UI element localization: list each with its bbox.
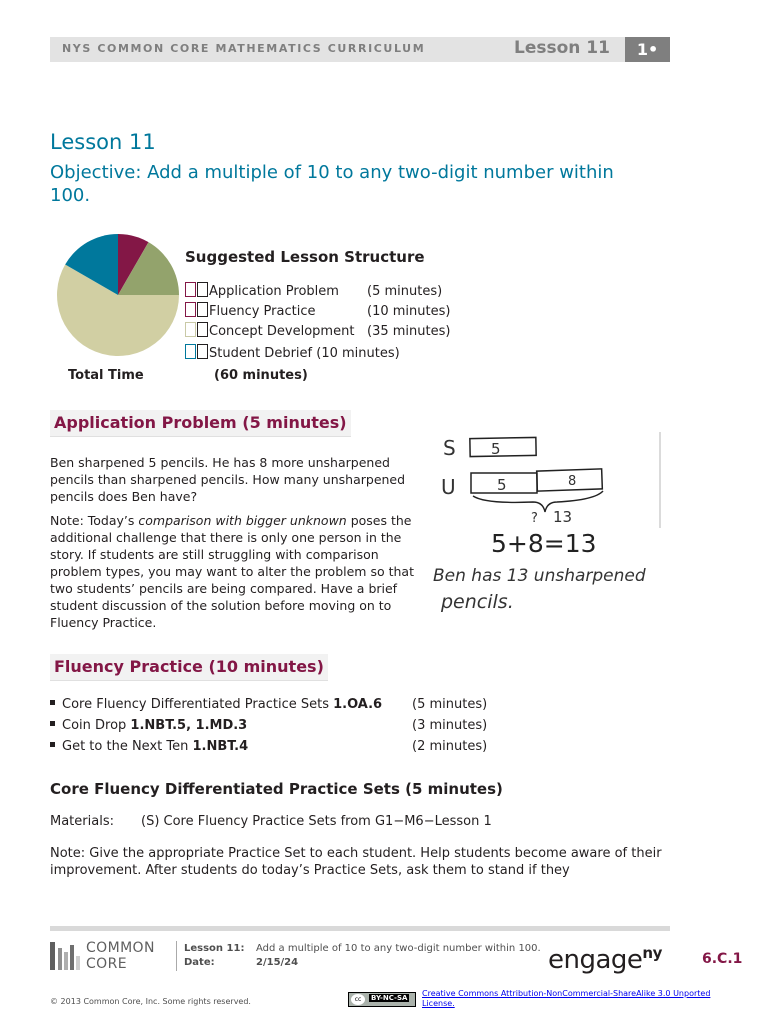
fluency-item-time: (5 minutes) — [412, 697, 488, 712]
structure-row-debrief: Student Debrief (10 minutes) — [185, 344, 400, 364]
copyright-text: © 2013 Common Core, Inc. Some rights reserved. — [50, 997, 251, 1006]
footer-lesson-value: Add a multiple of 10 to any two-digit number within 100. — [256, 943, 541, 954]
tape-bar-u1-label: 5 — [497, 476, 507, 494]
license-link[interactable]: Creative Commons Attribution-NonCommercial-ShareAlike 3.0 Unported License. — [422, 989, 711, 1008]
footer-date-label: Date: — [184, 957, 215, 968]
tape-bar-s — [470, 437, 536, 456]
checkbox-icon — [185, 302, 196, 317]
bullet-icon — [50, 721, 55, 726]
checkbox-icon — [197, 322, 208, 337]
student-work-tape-diagram — [425, 428, 665, 628]
checkbox-icon — [185, 282, 196, 297]
curriculum-title: NYS COMMON CORE MATHEMATICS CURRICULUM — [62, 42, 426, 55]
tape-bar-u2-label: 8 — [568, 474, 577, 489]
checkbox-icon — [185, 344, 196, 359]
fluency-item: Get to the Next Ten 1.NBT.4 — [50, 739, 248, 754]
total-time-value: (60 minutes) — [214, 368, 308, 383]
footer-divider — [176, 941, 177, 971]
tape-bar-s-label: 5 — [491, 440, 501, 458]
equation: 5+8=13 — [491, 529, 597, 558]
fluency-item-time: (2 minutes) — [412, 739, 488, 754]
brace-label: ? — [531, 511, 538, 526]
fluency-heading: Fluency Practice (10 minutes) — [50, 654, 328, 681]
label-s: S — [443, 436, 456, 460]
common-core-logo-icon — [50, 942, 80, 970]
engageny-logo: engage$^{ny}$ — [548, 944, 662, 975]
core-fluency-note: Note: Give the appropriate Practice Set to each student. Help students become aware of their improvement. After students do today’s Practice Sets, ask them to stand if they — [50, 846, 662, 878]
cc-license-badge-icon[interactable]: cc BY-NC-SA — [348, 992, 416, 1007]
structure-row-concept: Concept Development (35 minutes) — [185, 322, 450, 342]
header-lesson: Lesson 11 — [514, 38, 610, 58]
lesson-objective: Objective: Add a multiple of 10 to any two-digit number within 100. — [50, 162, 614, 206]
footer-date-value: 2/15/24 — [256, 957, 299, 968]
checkbox-icon — [197, 282, 208, 297]
bullet-icon — [50, 742, 55, 747]
application-heading: Application Problem (5 minutes) — [50, 410, 351, 437]
answer-line-1: Ben has 13 unsharpened — [433, 566, 646, 586]
core-fluency-heading: Core Fluency Differentiated Practice Sets (5 minutes) — [50, 780, 503, 798]
footer-rule — [50, 926, 670, 931]
checkbox-icon — [185, 322, 196, 337]
common-core-wordmark: COMMON CORE — [86, 940, 155, 972]
fluency-item: Core Fluency Differentiated Practice Sets 1.OA.6 — [50, 697, 382, 712]
materials-label: Materials: — [50, 814, 114, 829]
lesson-structure-pie — [56, 233, 180, 357]
checkbox-icon — [197, 302, 208, 317]
materials-value: (S) Core Fluency Practice Sets from G1−M6−Lesson 1 — [141, 814, 492, 829]
fluency-item-time: (3 minutes) — [412, 718, 488, 733]
checkbox-icon — [197, 344, 208, 359]
total-time-label: Total Time — [68, 368, 144, 383]
page-number: 6.C.1 — [702, 951, 743, 967]
header-module: 1• — [625, 37, 670, 62]
bullet-icon — [50, 700, 55, 705]
lesson-title: Lesson 11 — [50, 130, 156, 154]
application-note: Note: Today’s comparison with bigger unknown poses the additional challenge that there is only one person in the story. If students are still struggling with comparison problem types, you may want to alter the problem so that two students’ pencils are being compared. Have a brief student discussion of the solution before moving on to Fluency Practice. — [50, 513, 414, 630]
structure-row-fluency: Fluency Practice (10 minutes) — [185, 302, 450, 322]
label-u: U — [441, 475, 456, 499]
brace-icon — [473, 491, 603, 512]
answer-line-2: pencils. — [441, 591, 514, 613]
application-problem-text: Ben sharpened 5 pencils. He has 8 more unsharpened pencils than sharpened pencils. How many unsharpened pencils does Ben have? — [50, 455, 406, 504]
fluency-item: Coin Drop 1.NBT.5, 1.MD.3 — [50, 718, 247, 733]
structure-heading: Suggested Lesson Structure — [185, 248, 425, 266]
structure-row-application: Application Problem (5 minutes) — [185, 282, 442, 302]
footer-lesson-label: Lesson 11: — [184, 943, 245, 954]
brace-total: 13 — [553, 508, 573, 526]
